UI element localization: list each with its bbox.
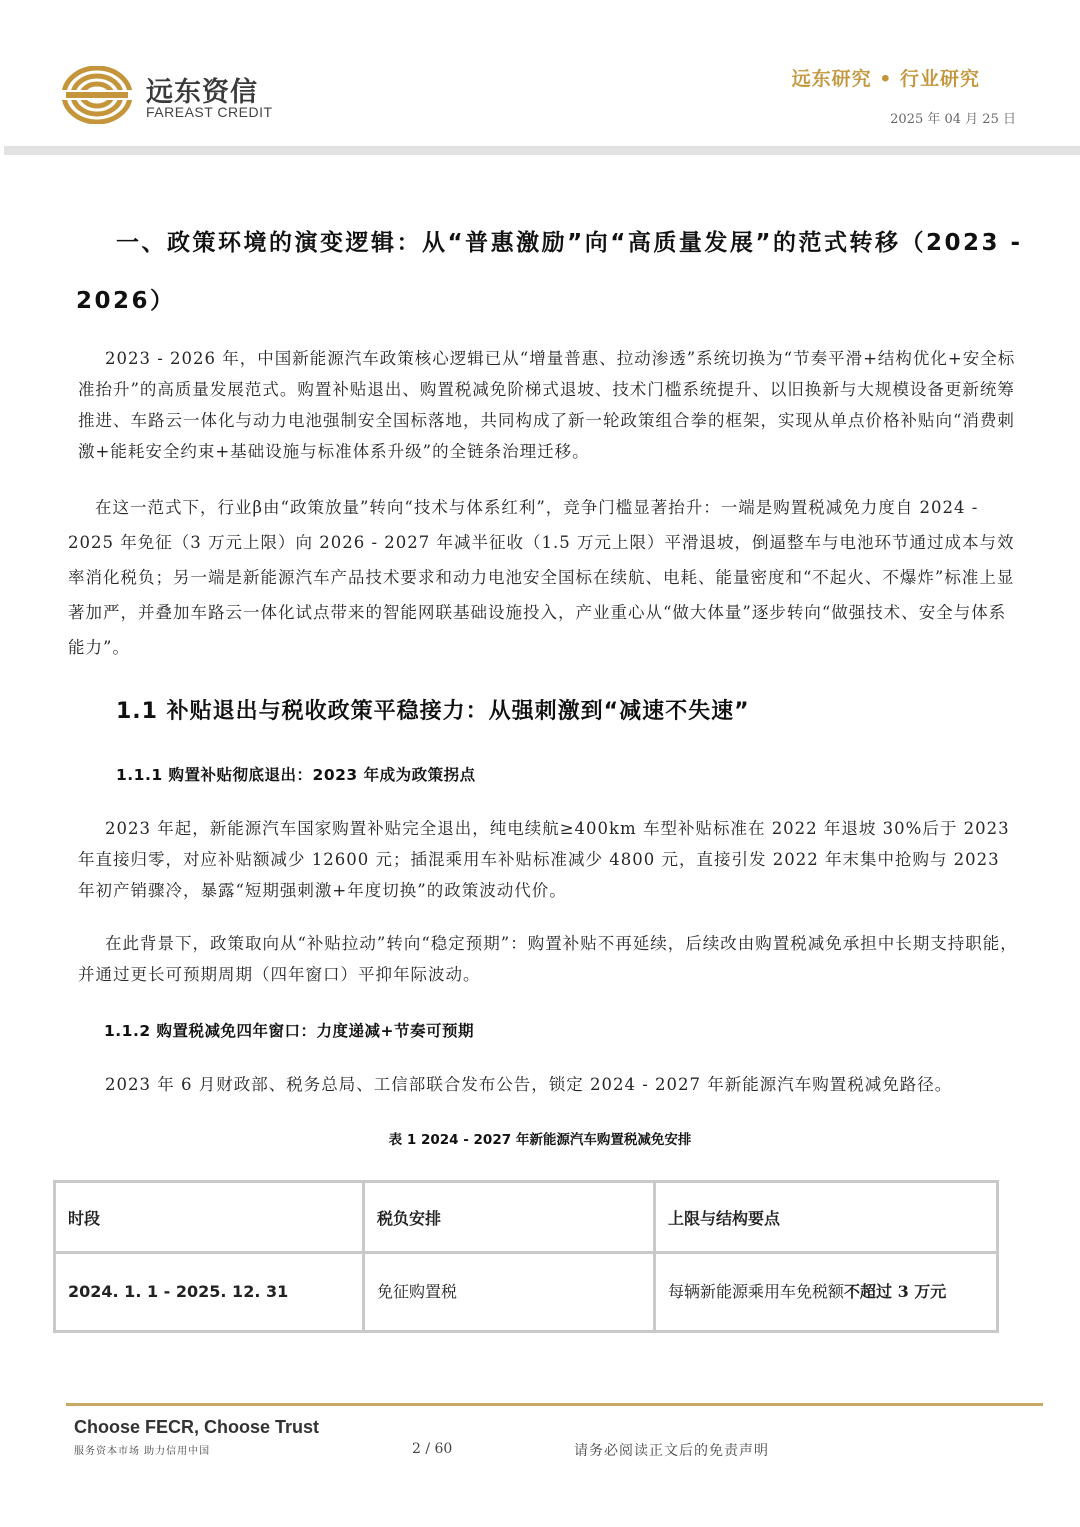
report-date: 2025 年 04 月 25 日 (890, 112, 1016, 127)
paragraph: 在这一范式下，行业β由“政策放量”转向“技术与体系红利”，竞争门槛显著抬升：一端是购置税减免力度自 2024 - 2025 年免征（3 万元上限）向 2026 - 2027 年减半征收（1.5 万元上限）平滑退坡，倒逼整车与电池环节通过成本与效率消化税负；另一端是新能源汽车产品技术要求和动力电池安全国标在续航、电耗、能量密度和“不起火、不爆炸”标准上显著加严，并叠加车路云一体化试点带来的智能网联基础设施投入，产业重心从“做大体量”逐步转向“做强技术、安全与体系能力”。 (68, 498, 1015, 657)
sub-subsection-title: 1.1.1 购置补贴彻底退出：2023 年成为政策拐点 (116, 766, 476, 784)
paragraph: 2023 年 6 月财政部、税务总局、工信部联合发布公告，锁定 2024 - 2027 年新能源汽车购置税减免路径。 (105, 1075, 953, 1094)
report-type: 远东研究 • 行业研究 (791, 68, 980, 90)
fareast-credit-logo-icon (62, 66, 132, 124)
paragraph: 2023 年起，新能源汽车国家购置补贴完全退出，纯电续航≥400km 车型补贴标准在 2022 年退坡 30%后于 2023 年直接归零，对应补贴额减少 12600 元；插混乘用车补贴标准减少 4800 元，直接引发 2022 年末集中抢购与 2023 年初产销骤冷，暴露“短期强刺激+年度切换”的政策波动代价。 (78, 819, 1010, 900)
header-divider (4, 146, 1080, 155)
footer-slogan: 服务资本市场 助力信用中国 (74, 1446, 211, 1457)
table-header-cell: 上限与结构要点 (655, 1182, 998, 1253)
table-row (55, 1253, 998, 1332)
subsection-title: 1.1 补贴退出与税收政策平稳接力：从强刺激到“减速不失速” (116, 699, 750, 724)
table-header-row (55, 1182, 998, 1253)
brand-name-cn: 远东资信 (146, 77, 258, 108)
section-title: 一、政策环境的演变逻辑：从“普惠激励”向“高质量发展”的范式转移（2023 - 2026） (76, 230, 1023, 314)
footer-brand: Choose FECR, Choose Trust (74, 1417, 320, 1437)
footer-disclaimer: 请务必阅读正文后的免责声明 (574, 1443, 769, 1459)
brand-name-en: FAREAST CREDIT (146, 104, 273, 120)
footer-divider (66, 1403, 1043, 1406)
sub-subsection-title: 1.1.2 购置税减免四年窗口：力度递减+节奏可预期 (104, 1022, 475, 1040)
page-header (0, 0, 1080, 150)
paragraph: 2023 - 2026 年，中国新能源汽车政策核心逻辑已从“增量普惠、拉动渗透”系统切换为“节奏平滑+结构优化+安全标准抬升”的高质量发展范式。购置补贴退出、购置税减免阶梯式退坡、技术门槛系统提升、以旧换新与大规模设备更新统筹推进、车路云一体化与动力电池强制安全国标落地，共同构成了新一轮政策组合拳的框架，实现从单点价格补贴向“消费刺激+能耗安全约束+基础设施与标准体系升级”的全链条治理迁移。 (78, 349, 1016, 461)
table-cell-period: 2024. 1. 1 - 2025. 12. 31 (55, 1253, 364, 1332)
paragraph: 在此背景下，政策取向从“补贴拉动”转向“稳定预期”：购置补贴不再延续，后续改由购置税减免承担中长期支持职能，并通过更长可预期周期（四年窗口）平抑年际波动。 (78, 934, 1018, 984)
table-cell-cap (655, 1253, 998, 1332)
table-header-cell: 时段 (55, 1182, 364, 1253)
table-header-cell: 税负安排 (364, 1182, 655, 1253)
table-caption: 表 1 2024 - 2027 年新能源汽车购置税减免安排 (388, 1132, 692, 1148)
cap-text: 每辆新能源乘用车免税额 (668, 1282, 845, 1301)
table-cell-arrangement: 免征购置税 (364, 1253, 655, 1332)
cap-text-strong: 不超过 3 万元 (844, 1282, 947, 1301)
page-number: 2 / 60 (412, 1441, 453, 1457)
tax-table (53, 1180, 999, 1333)
